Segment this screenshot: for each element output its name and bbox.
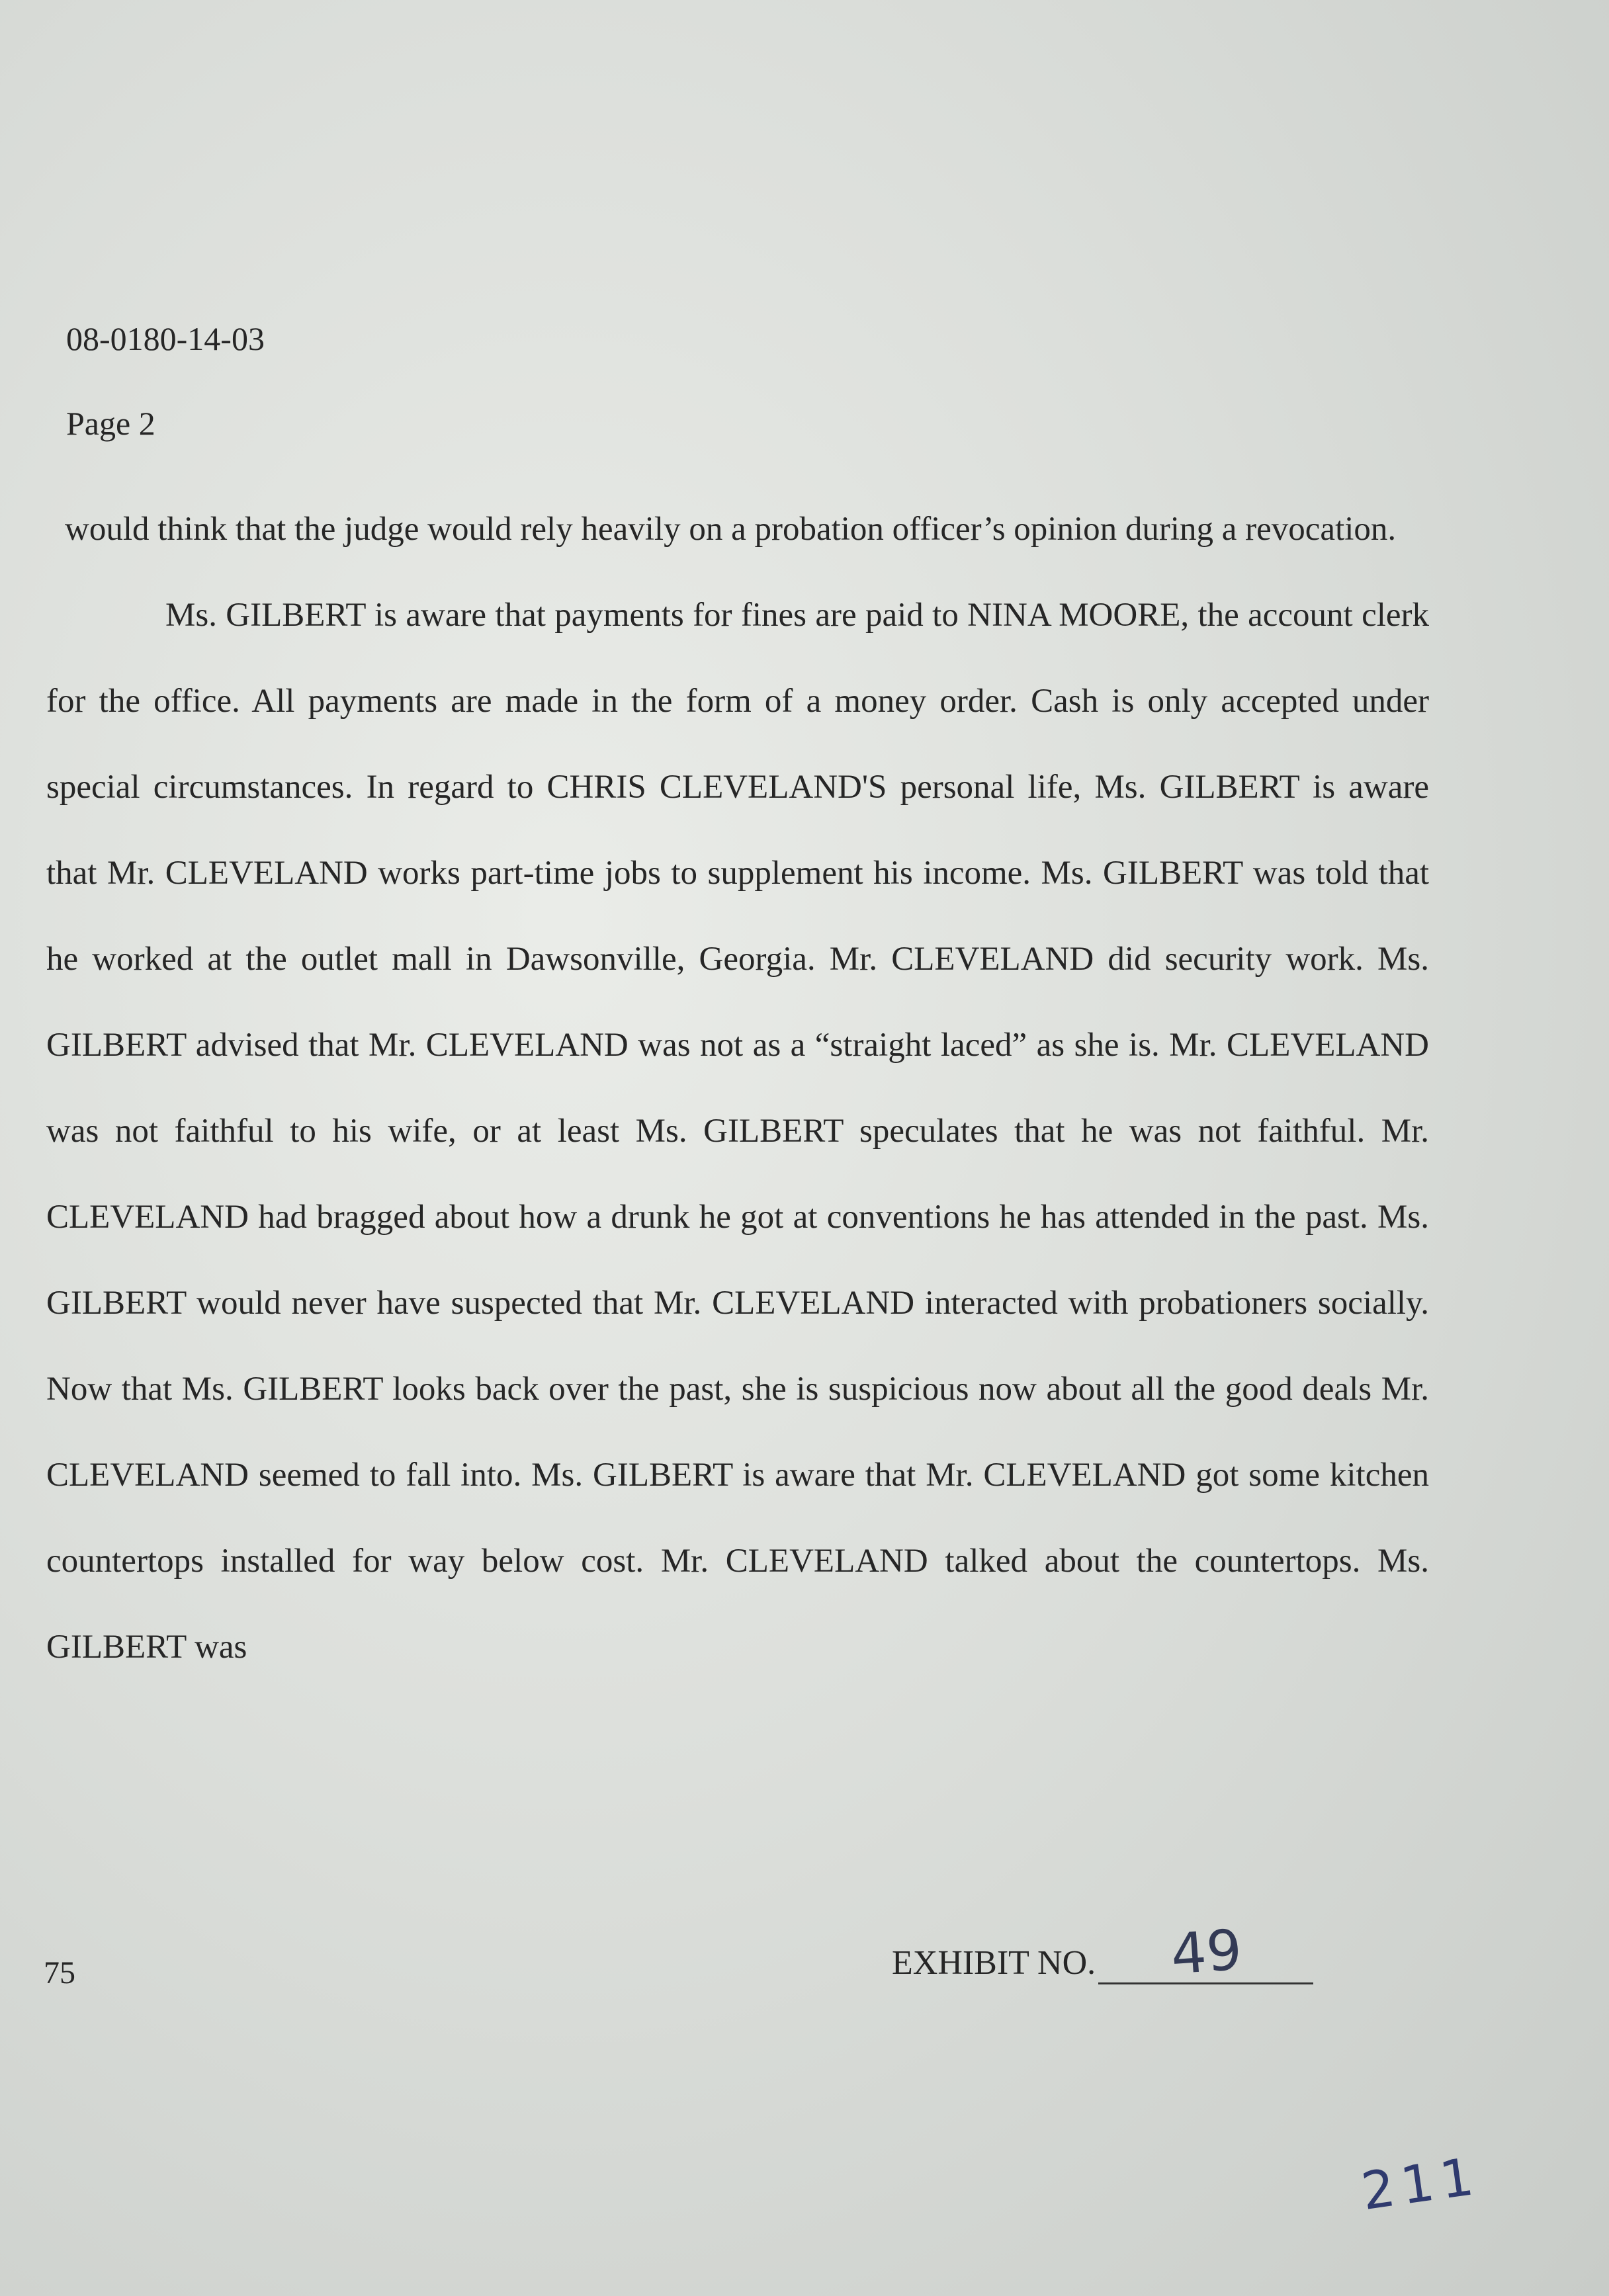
continued-paragraph: would think that the judge would rely heavily on a probation officer’s opinion during a revocation. — [65, 511, 1397, 548]
page-number: 75 — [44, 1955, 75, 1990]
body-text — [46, 486, 1429, 1690]
exhibit-label: EXHIBIT NO. — [892, 1944, 1096, 1982]
main-paragraph: Ms. GILBERT is aware that payments for fines are paid to NINA MOORE, the account clerk for the office. All payments are made in the form of a money order. Cash is only accepted under special circumstances. In regard to CHRIS CLEVELAND'S personal life, Ms. GILBERT is aware that Mr. CLEVELAND works part-time jobs to supplement his income. Ms. GILBERT was told that he worked at the outlet mall in Dawsonville, Georgia. Mr. CLEVELAND did security work. Ms. GILBERT advised that Mr. CLEVELAND was not as a “straight laced” as she is. Mr. CLEVELAND was not faithful to his wife, or at least Ms. GILBERT speculates that he was not faithful. Mr. CLEVELAND had bragged about how a drunk he got at conventions he has attended in the past. Ms. GILBERT would never have suspected that Mr. CLEVELAND interacted with probationers socially. Now that Ms. GILBERT looks back over the past, she is suspicious now about all the good deals Mr. CLEVELAND seemed to fall into. Ms. GILBERT is aware that Mr. CLEVELAND got some kitchen countertops installed for way below cost. Mr. CLEVELAND talked about the countertops. Ms. GILBERT was — [46, 597, 1429, 1666]
handwritten-page-number: 211 — [1358, 2146, 1484, 2223]
exhibit-number-handwritten: 49 — [1168, 1917, 1244, 1987]
exhibit-line — [892, 1917, 1313, 1987]
exhibit-blank — [1098, 1917, 1313, 1987]
page-label: Page 2 — [66, 405, 155, 442]
case-number: 08-0180-14-03 — [66, 320, 265, 357]
